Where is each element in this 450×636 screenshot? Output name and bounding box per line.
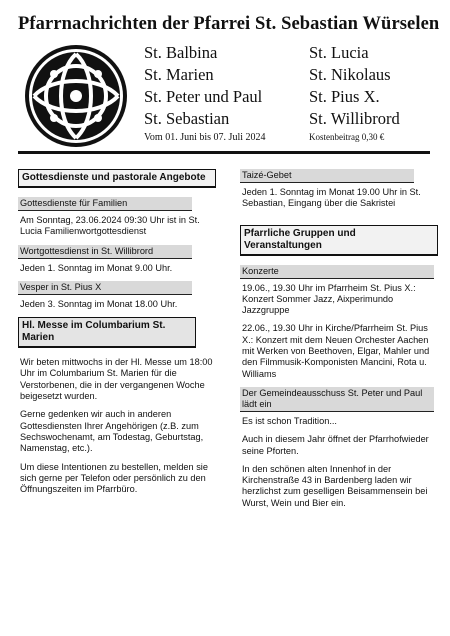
parish-list-right <box>309 42 400 130</box>
parish-name: St. Balbina <box>144 43 218 62</box>
parish-name: St. Pius X. <box>309 87 380 106</box>
page-title: Pfarrnachrichten der Pfarrei St. Sebastian Würselen <box>18 14 440 34</box>
parish-name: St. Lucia <box>309 43 369 62</box>
parish-name: St. Willibrord <box>309 109 400 128</box>
parish-name: St. Marien <box>144 65 214 84</box>
date-range: Vom 01. Juni bis 07. Juli 2024 <box>144 132 266 143</box>
price-note: Kostenbeitrag 0,30 € <box>309 132 385 142</box>
paragraph: Wir beten mittwochs in der Hl. Messe um 18:00 Uhr im Columbarium St. Marien für die Verstorbenen, die in der vergangenen Woche beigesetzt wurden. <box>20 357 213 402</box>
subsection-title: Vesper in St. Pius X <box>18 281 192 295</box>
header-divider <box>18 151 430 154</box>
section-heading: Gottesdienste und pastorale Angebote <box>18 169 216 188</box>
parish-list-left <box>144 42 262 130</box>
section-heading: Hl. Messe im Columbarium St. Marien <box>18 317 196 348</box>
paragraph: Jeden 1. Sonntag im Monat 9.00 Uhr. <box>20 262 173 273</box>
right-column <box>240 169 438 516</box>
paragraph: Um diese Intentionen zu bestellen, melden sie sich gerne per Telefon oder persönlich zu den Öffnungszeiten im Pfarrbüro. <box>20 461 208 495</box>
paragraph: 19.06., 19.30 Uhr im Pfarrheim St. Pius X.: Konzert Sommer Jazz, Aixperimundo Jazzgruppe <box>242 282 416 316</box>
paragraph: 22.06., 19.30 Uhr in Kirche/Pfarrheim St. Pius X.: Konzert mit dem Neuen Orchester Aachen mit Werken von Beethoven, Elgar, Mahler und den Filmmusik-Komponisten Mancini, Rota u. Williams <box>242 323 430 379</box>
subsection-title: Taizé-Gebet <box>240 169 414 183</box>
paragraph: Am Sonntag, 23.06.2024 09:30 Uhr ist in St. Lucia Familienwortgottesdienst <box>20 215 200 237</box>
paragraph: Es ist schon Tradition... <box>242 415 337 426</box>
paragraph: Jeden 1. Sonntag im Monat 19.00 Uhr in St. Sebastian, Eingang über die Sakristei <box>242 187 421 209</box>
parish-name: St. Sebastian <box>144 109 230 128</box>
subsection-title: Konzerte <box>240 265 434 279</box>
section-heading: Pfarrliche Gruppen und Veranstaltungen <box>240 225 438 256</box>
parish-logo-icon <box>20 42 132 150</box>
left-column <box>18 169 216 502</box>
parish-name: St. Peter und Paul <box>144 87 263 106</box>
parish-name: St. Nikolaus <box>309 65 391 84</box>
paragraph: Auch in diesem Jahr öffnet der Pfarrhofwieder seine Pforten. <box>242 434 429 456</box>
paragraph: Jeden 3. Sonntag im Monat 18.00 Uhr. <box>20 298 178 309</box>
subsection-title: Der Gemeindeausschuss St. Peter und Paul lädt ein <box>240 387 434 412</box>
paragraph: Gerne gedenken wir auch in anderen Gottesdiensten Ihrer Angehörigen (z.B. zum Sechswochenamt, am Todestag, Geburtstag, Namenstag, etc.). <box>20 409 204 454</box>
paragraph: In den schönen alten Innenhof in der Kirchenstraße 43 in Bardenberg laden wir herzlichst zum geselligen Beisammensein bei Wurst, Wein und Bier ein. <box>242 463 428 508</box>
subsection-title: Gottesdienste für Familien <box>18 197 192 211</box>
subsection-title: Wortgottesdienst in St. Willibrord <box>18 245 192 259</box>
